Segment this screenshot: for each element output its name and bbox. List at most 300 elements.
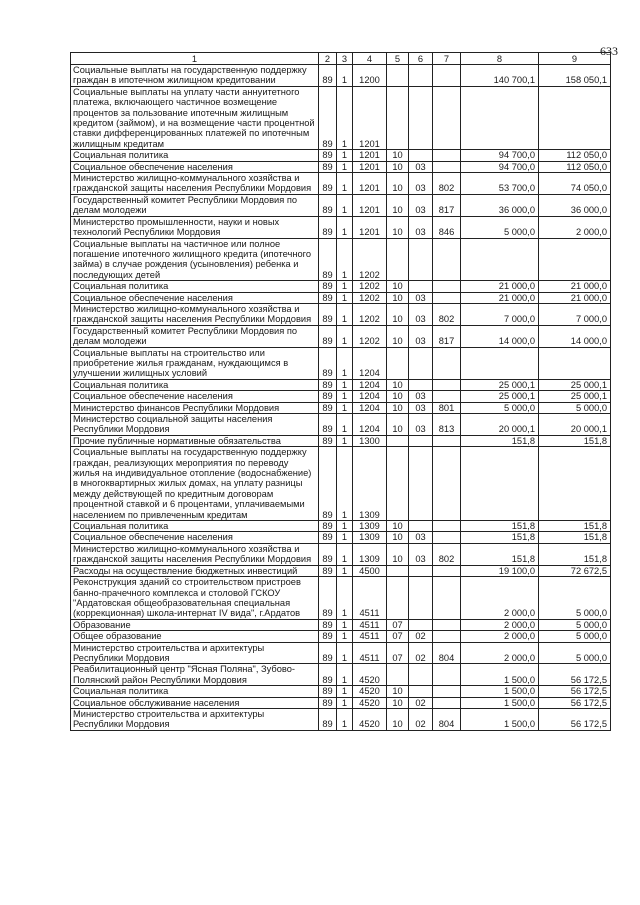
row-name: Образование bbox=[71, 619, 319, 630]
value-year-2: 2 000,0 bbox=[539, 216, 611, 238]
code-subsection: 03 bbox=[409, 194, 433, 216]
table-row bbox=[71, 347, 611, 379]
code-c4: 4520 bbox=[353, 664, 387, 686]
code-ministry bbox=[433, 65, 461, 87]
code-c4: 4511 bbox=[353, 631, 387, 642]
code-c3: 1 bbox=[337, 543, 353, 565]
row-name: Министерство промышленности, науки и новых технологий Республики Мордовия bbox=[71, 216, 319, 238]
code-subsection bbox=[409, 435, 433, 446]
code-c3: 1 bbox=[337, 532, 353, 543]
code-ministry: 846 bbox=[433, 216, 461, 238]
code-ministry bbox=[433, 664, 461, 686]
code-section bbox=[387, 565, 409, 576]
code-ministry: 817 bbox=[433, 194, 461, 216]
code-subsection: 02 bbox=[409, 697, 433, 708]
code-c2: 89 bbox=[319, 303, 337, 325]
code-section: 10 bbox=[387, 379, 409, 390]
code-subsection: 03 bbox=[409, 303, 433, 325]
table-row bbox=[71, 532, 611, 543]
code-c3: 1 bbox=[337, 686, 353, 697]
code-c3: 1 bbox=[337, 664, 353, 686]
value-year-1: 21 000,0 bbox=[461, 292, 539, 303]
code-c2: 89 bbox=[319, 216, 337, 238]
code-section: 10 bbox=[387, 150, 409, 161]
code-subsection bbox=[409, 86, 433, 149]
code-c3: 1 bbox=[337, 565, 353, 576]
code-ministry bbox=[433, 577, 461, 620]
code-subsection bbox=[409, 565, 433, 576]
code-section: 10 bbox=[387, 216, 409, 238]
value-year-2 bbox=[539, 447, 611, 521]
table-row bbox=[71, 708, 611, 730]
table-row bbox=[71, 642, 611, 664]
code-c4: 1204 bbox=[353, 379, 387, 390]
code-c3: 1 bbox=[337, 325, 353, 347]
code-c2: 89 bbox=[319, 619, 337, 630]
code-c4: 1204 bbox=[353, 402, 387, 413]
column-header: 5 bbox=[387, 53, 409, 65]
code-section: 10 bbox=[387, 402, 409, 413]
code-subsection: 03 bbox=[409, 414, 433, 436]
code-ministry bbox=[433, 238, 461, 281]
code-c4: 1201 bbox=[353, 161, 387, 172]
value-year-2: 20 000,1 bbox=[539, 414, 611, 436]
value-year-1: 1 500,0 bbox=[461, 697, 539, 708]
row-name: Социальные выплаты на частичное или полное погашение ипотечного жилищного кредита (ипотечного займа) в случае рождения (усыновления) ребенка и последующих детей bbox=[71, 238, 319, 281]
code-ministry bbox=[433, 150, 461, 161]
code-subsection: 03 bbox=[409, 292, 433, 303]
value-year-1 bbox=[461, 238, 539, 281]
code-c3: 1 bbox=[337, 65, 353, 87]
code-subsection: 03 bbox=[409, 543, 433, 565]
code-section: 10 bbox=[387, 708, 409, 730]
code-c3: 1 bbox=[337, 414, 353, 436]
code-section: 10 bbox=[387, 697, 409, 708]
table-row bbox=[71, 402, 611, 413]
code-c2: 89 bbox=[319, 292, 337, 303]
code-c4: 1300 bbox=[353, 435, 387, 446]
code-ministry: 817 bbox=[433, 325, 461, 347]
code-c4: 1202 bbox=[353, 325, 387, 347]
code-c2: 89 bbox=[319, 708, 337, 730]
code-ministry: 804 bbox=[433, 708, 461, 730]
value-year-1: 2 000,0 bbox=[461, 631, 539, 642]
column-header: 7 bbox=[433, 53, 461, 65]
code-ministry: 813 bbox=[433, 414, 461, 436]
value-year-2: 72 672,5 bbox=[539, 565, 611, 576]
row-name: Социальное обслуживание населения bbox=[71, 697, 319, 708]
code-subsection bbox=[409, 150, 433, 161]
row-name: Социальные выплаты на государственную поддержку граждан, реализующих мероприятия по переводу жилья на индивидуальное отопление (водоснабжение) в многоквартирных жилых домах, на уплату разницы между действующей по кредитным договорам процентной ставкой и 6 процентами, уплачиваемыми населением по привлеченным кредитам bbox=[71, 447, 319, 521]
code-c3: 1 bbox=[337, 577, 353, 620]
value-year-1: 2 000,0 bbox=[461, 577, 539, 620]
value-year-1 bbox=[461, 347, 539, 379]
code-c2: 89 bbox=[319, 697, 337, 708]
code-c4: 1309 bbox=[353, 521, 387, 532]
row-name: Министерство жилищно-коммунального хозяйства и гражданской защиты населения Республики Мордовия bbox=[71, 303, 319, 325]
value-year-1: 7 000,0 bbox=[461, 303, 539, 325]
value-year-1: 5 000,0 bbox=[461, 216, 539, 238]
code-section: 10 bbox=[387, 303, 409, 325]
value-year-1: 1 500,0 bbox=[461, 708, 539, 730]
code-section: 10 bbox=[387, 532, 409, 543]
value-year-2: 14 000,0 bbox=[539, 325, 611, 347]
column-header: 3 bbox=[337, 53, 353, 65]
code-ministry bbox=[433, 447, 461, 521]
code-subsection: 02 bbox=[409, 642, 433, 664]
value-year-1: 1 500,0 bbox=[461, 664, 539, 686]
code-ministry: 802 bbox=[433, 173, 461, 195]
code-ministry bbox=[433, 532, 461, 543]
value-year-1: 2 000,0 bbox=[461, 642, 539, 664]
value-year-1: 151,8 bbox=[461, 521, 539, 532]
row-name: Реконструкция зданий со строительством пристроев банно-прачечного комплекса и столовой ГСКОУ "Ардатовская общеобразовательная специальная (коррекционная) школа-интернат IV вида", г.Ардатов bbox=[71, 577, 319, 620]
code-c4: 4511 bbox=[353, 619, 387, 630]
table-row bbox=[71, 65, 611, 87]
code-c2: 89 bbox=[319, 435, 337, 446]
code-ministry bbox=[433, 631, 461, 642]
code-c3: 1 bbox=[337, 708, 353, 730]
table-row bbox=[71, 379, 611, 390]
code-section bbox=[387, 65, 409, 87]
row-name: Министерство жилищно-коммунального хозяйства и гражданской защиты населения Республики Мордовия bbox=[71, 173, 319, 195]
code-subsection bbox=[409, 577, 433, 620]
row-name: Министерство жилищно-коммунального хозяйства и гражданской защиты населения Республики Мордовия bbox=[71, 543, 319, 565]
value-year-2: 56 172,5 bbox=[539, 664, 611, 686]
code-c2: 89 bbox=[319, 577, 337, 620]
value-year-1: 19 100,0 bbox=[461, 565, 539, 576]
code-ministry: 802 bbox=[433, 543, 461, 565]
table-row bbox=[71, 173, 611, 195]
code-ministry bbox=[433, 697, 461, 708]
table-row bbox=[71, 543, 611, 565]
value-year-1: 20 000,1 bbox=[461, 414, 539, 436]
code-c4: 1201 bbox=[353, 173, 387, 195]
code-section bbox=[387, 577, 409, 620]
code-c3: 1 bbox=[337, 303, 353, 325]
value-year-1: 53 700,0 bbox=[461, 173, 539, 195]
code-section: 10 bbox=[387, 521, 409, 532]
column-header: 1 bbox=[71, 53, 319, 65]
code-c4: 1201 bbox=[353, 150, 387, 161]
table-row bbox=[71, 86, 611, 149]
code-section: 07 bbox=[387, 619, 409, 630]
code-c2: 89 bbox=[319, 447, 337, 521]
column-header: 9 bbox=[539, 53, 611, 65]
table-row bbox=[71, 391, 611, 402]
value-year-2: 5 000,0 bbox=[539, 402, 611, 413]
row-name: Расходы на осуществление бюджетных инвестиций bbox=[71, 565, 319, 576]
code-c3: 1 bbox=[337, 161, 353, 172]
code-c2: 89 bbox=[319, 194, 337, 216]
code-section: 10 bbox=[387, 686, 409, 697]
row-name: Социальная политика bbox=[71, 281, 319, 292]
value-year-2: 7 000,0 bbox=[539, 303, 611, 325]
code-ministry bbox=[433, 391, 461, 402]
value-year-2: 112 050,0 bbox=[539, 150, 611, 161]
code-c2: 89 bbox=[319, 86, 337, 149]
code-subsection: 03 bbox=[409, 325, 433, 347]
value-year-1: 36 000,0 bbox=[461, 194, 539, 216]
value-year-2: 21 000,0 bbox=[539, 281, 611, 292]
code-subsection bbox=[409, 379, 433, 390]
value-year-2: 5 000,0 bbox=[539, 577, 611, 620]
code-c2: 89 bbox=[319, 532, 337, 543]
table-row bbox=[71, 414, 611, 436]
code-c2: 89 bbox=[319, 543, 337, 565]
code-subsection bbox=[409, 65, 433, 87]
code-section: 10 bbox=[387, 161, 409, 172]
code-c4: 1201 bbox=[353, 216, 387, 238]
value-year-1: 5 000,0 bbox=[461, 402, 539, 413]
code-ministry bbox=[433, 347, 461, 379]
code-c3: 1 bbox=[337, 238, 353, 281]
code-c3: 1 bbox=[337, 86, 353, 149]
code-c3: 1 bbox=[337, 391, 353, 402]
code-c4: 1309 bbox=[353, 532, 387, 543]
code-c3: 1 bbox=[337, 216, 353, 238]
code-c2: 89 bbox=[319, 325, 337, 347]
code-c4: 4500 bbox=[353, 565, 387, 576]
code-c4: 4511 bbox=[353, 642, 387, 664]
value-year-2: 5 000,0 bbox=[539, 631, 611, 642]
value-year-2 bbox=[539, 86, 611, 149]
value-year-1: 25 000,1 bbox=[461, 391, 539, 402]
code-c3: 1 bbox=[337, 642, 353, 664]
value-year-1 bbox=[461, 86, 539, 149]
code-c2: 89 bbox=[319, 65, 337, 87]
code-ministry bbox=[433, 435, 461, 446]
code-ministry bbox=[433, 292, 461, 303]
code-c3: 1 bbox=[337, 379, 353, 390]
code-c3: 1 bbox=[337, 521, 353, 532]
value-year-1: 94 700,0 bbox=[461, 161, 539, 172]
code-c4: 1202 bbox=[353, 292, 387, 303]
value-year-1: 151,8 bbox=[461, 532, 539, 543]
row-name: Социальная политика bbox=[71, 379, 319, 390]
table-row bbox=[71, 216, 611, 238]
row-name: Министерство строительства и архитектуры Республики Мордовия bbox=[71, 708, 319, 730]
code-section: 10 bbox=[387, 281, 409, 292]
code-c4: 1201 bbox=[353, 86, 387, 149]
row-name: Министерство финансов Республики Мордовия bbox=[71, 402, 319, 413]
table-row bbox=[71, 435, 611, 446]
value-year-2: 25 000,1 bbox=[539, 379, 611, 390]
table-row bbox=[71, 521, 611, 532]
table-row bbox=[71, 303, 611, 325]
row-name: Социальное обеспечение населения bbox=[71, 391, 319, 402]
code-ministry: 802 bbox=[433, 303, 461, 325]
row-name: Социальная политика bbox=[71, 686, 319, 697]
code-c4: 1309 bbox=[353, 543, 387, 565]
code-section: 10 bbox=[387, 414, 409, 436]
value-year-2: 25 000,1 bbox=[539, 391, 611, 402]
code-c4: 1202 bbox=[353, 303, 387, 325]
code-c2: 89 bbox=[319, 281, 337, 292]
code-subsection: 03 bbox=[409, 391, 433, 402]
value-year-2: 5 000,0 bbox=[539, 619, 611, 630]
code-section: 07 bbox=[387, 631, 409, 642]
code-section bbox=[387, 238, 409, 281]
code-c4: 1202 bbox=[353, 238, 387, 281]
code-subsection: 03 bbox=[409, 161, 433, 172]
value-year-2: 56 172,5 bbox=[539, 708, 611, 730]
value-year-2: 151,8 bbox=[539, 532, 611, 543]
code-section bbox=[387, 664, 409, 686]
code-subsection bbox=[409, 347, 433, 379]
code-c2: 89 bbox=[319, 402, 337, 413]
code-subsection bbox=[409, 686, 433, 697]
value-year-2: 158 050,1 bbox=[539, 65, 611, 87]
table-row bbox=[71, 447, 611, 521]
column-header: 4 bbox=[353, 53, 387, 65]
code-c3: 1 bbox=[337, 631, 353, 642]
value-year-2: 112 050,0 bbox=[539, 161, 611, 172]
value-year-1: 14 000,0 bbox=[461, 325, 539, 347]
code-c2: 89 bbox=[319, 238, 337, 281]
code-subsection: 02 bbox=[409, 631, 433, 642]
table-row bbox=[71, 238, 611, 281]
row-name: Общее образование bbox=[71, 631, 319, 642]
row-name: Государственный комитет Республики Мордовия по делам молодежи bbox=[71, 194, 319, 216]
value-year-2: 36 000,0 bbox=[539, 194, 611, 216]
code-c3: 1 bbox=[337, 347, 353, 379]
value-year-1: 21 000,0 bbox=[461, 281, 539, 292]
value-year-2 bbox=[539, 347, 611, 379]
code-subsection bbox=[409, 521, 433, 532]
code-section bbox=[387, 86, 409, 149]
code-section: 10 bbox=[387, 173, 409, 195]
code-subsection bbox=[409, 447, 433, 521]
code-section bbox=[387, 435, 409, 446]
row-name: Социальные выплаты на строительство или приобретение жилья гражданам, нуждающимся в улучшении жилищных условий bbox=[71, 347, 319, 379]
table-row bbox=[71, 664, 611, 686]
code-subsection: 02 bbox=[409, 708, 433, 730]
code-c2: 89 bbox=[319, 631, 337, 642]
code-c2: 89 bbox=[319, 161, 337, 172]
code-subsection: 03 bbox=[409, 402, 433, 413]
table-row bbox=[71, 194, 611, 216]
code-section: 10 bbox=[387, 292, 409, 303]
value-year-2: 151,8 bbox=[539, 543, 611, 565]
table-row bbox=[71, 161, 611, 172]
code-ministry: 804 bbox=[433, 642, 461, 664]
code-c4: 1201 bbox=[353, 194, 387, 216]
code-c2: 89 bbox=[319, 150, 337, 161]
table-row bbox=[71, 631, 611, 642]
row-name: Социальные выплаты на государственную поддержку граждан в ипотечном жилищном кредитовании bbox=[71, 65, 319, 87]
code-c3: 1 bbox=[337, 435, 353, 446]
code-section: 10 bbox=[387, 391, 409, 402]
row-name: Министерство социальной защиты населения Республики Мордовия bbox=[71, 414, 319, 436]
value-year-1: 140 700,1 bbox=[461, 65, 539, 87]
table-row bbox=[71, 281, 611, 292]
code-c2: 89 bbox=[319, 391, 337, 402]
code-ministry bbox=[433, 379, 461, 390]
code-c2: 89 bbox=[319, 379, 337, 390]
code-c3: 1 bbox=[337, 150, 353, 161]
code-c4: 4511 bbox=[353, 577, 387, 620]
code-ministry bbox=[433, 86, 461, 149]
value-year-2: 56 172,5 bbox=[539, 686, 611, 697]
code-ministry: 801 bbox=[433, 402, 461, 413]
code-subsection bbox=[409, 619, 433, 630]
value-year-1 bbox=[461, 447, 539, 521]
page-number: 633 bbox=[600, 44, 618, 58]
column-header: 2 bbox=[319, 53, 337, 65]
code-c2: 89 bbox=[319, 521, 337, 532]
row-name: Социальное обеспечение населения bbox=[71, 532, 319, 543]
code-c4: 1204 bbox=[353, 347, 387, 379]
code-c3: 1 bbox=[337, 697, 353, 708]
code-c2: 89 bbox=[319, 686, 337, 697]
code-c2: 89 bbox=[319, 414, 337, 436]
value-year-2 bbox=[539, 238, 611, 281]
code-c3: 1 bbox=[337, 402, 353, 413]
code-subsection bbox=[409, 238, 433, 281]
value-year-2: 21 000,0 bbox=[539, 292, 611, 303]
row-name: Социальная политика bbox=[71, 521, 319, 532]
value-year-1: 151,8 bbox=[461, 543, 539, 565]
code-c4: 1200 bbox=[353, 65, 387, 87]
code-subsection bbox=[409, 664, 433, 686]
code-c2: 89 bbox=[319, 565, 337, 576]
row-name: Социальное обеспечение населения bbox=[71, 161, 319, 172]
table-row bbox=[71, 619, 611, 630]
code-c4: 4520 bbox=[353, 697, 387, 708]
table-row bbox=[71, 697, 611, 708]
column-header: 8 bbox=[461, 53, 539, 65]
value-year-1: 2 000,0 bbox=[461, 619, 539, 630]
value-year-1: 1 500,0 bbox=[461, 686, 539, 697]
row-name: Реабилитационный центр "Ясная Поляна", Зубово-Полянский район Республики Мордовия bbox=[71, 664, 319, 686]
code-section: 10 bbox=[387, 194, 409, 216]
value-year-2: 151,8 bbox=[539, 435, 611, 446]
table-row bbox=[71, 150, 611, 161]
value-year-1: 151,8 bbox=[461, 435, 539, 446]
code-ministry bbox=[433, 565, 461, 576]
code-c2: 89 bbox=[319, 347, 337, 379]
budget-table bbox=[70, 52, 611, 731]
code-subsection: 03 bbox=[409, 532, 433, 543]
value-year-2: 74 050,0 bbox=[539, 173, 611, 195]
code-ministry bbox=[433, 619, 461, 630]
code-subsection: 03 bbox=[409, 216, 433, 238]
code-c4: 4520 bbox=[353, 708, 387, 730]
code-c2: 89 bbox=[319, 642, 337, 664]
value-year-2: 5 000,0 bbox=[539, 642, 611, 664]
column-header: 6 bbox=[409, 53, 433, 65]
code-section bbox=[387, 447, 409, 521]
row-name: Социальные выплаты на уплату части аннуитетного платежа, включающего частичное возмещение процентов за пользование ипотечным жилищным кредитом (займом), и на возмещение части процентной ставки дифференцированных платежей по ипотечным жилищным кредитам bbox=[71, 86, 319, 149]
value-year-1: 25 000,1 bbox=[461, 379, 539, 390]
row-name: Прочие публичные нормативные обязательства bbox=[71, 435, 319, 446]
code-section: 07 bbox=[387, 642, 409, 664]
table-row bbox=[71, 565, 611, 576]
code-c2: 89 bbox=[319, 664, 337, 686]
table-row bbox=[71, 325, 611, 347]
value-year-2: 56 172,5 bbox=[539, 697, 611, 708]
code-subsection bbox=[409, 281, 433, 292]
code-c3: 1 bbox=[337, 447, 353, 521]
code-section bbox=[387, 347, 409, 379]
table-row bbox=[71, 686, 611, 697]
table-row bbox=[71, 577, 611, 620]
code-subsection: 03 bbox=[409, 173, 433, 195]
value-year-1: 94 700,0 bbox=[461, 150, 539, 161]
code-ministry bbox=[433, 686, 461, 697]
code-ministry bbox=[433, 281, 461, 292]
